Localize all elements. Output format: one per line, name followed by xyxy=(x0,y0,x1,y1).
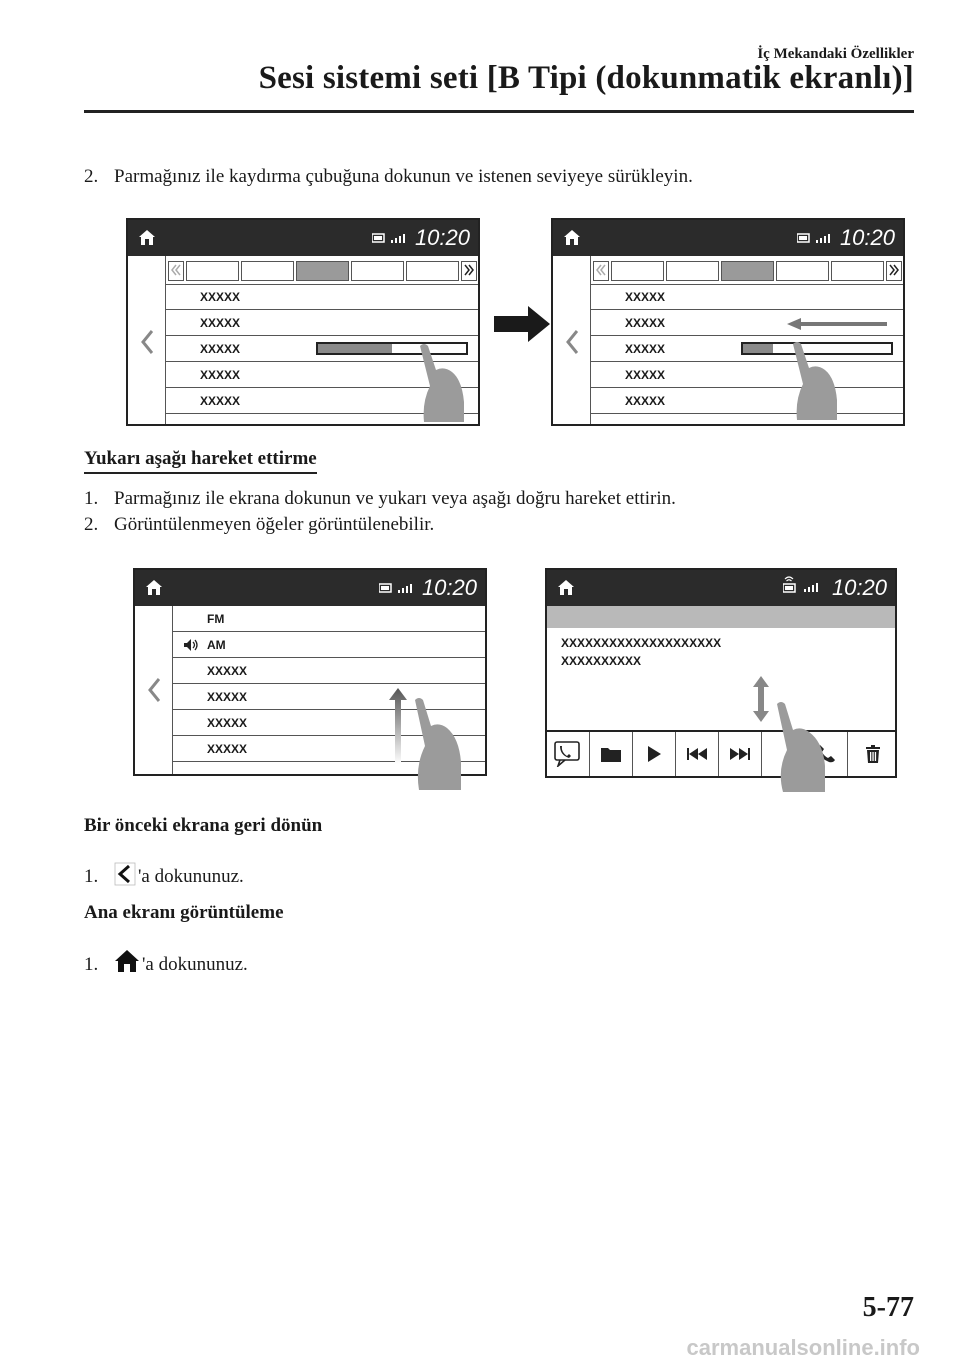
home-step xyxy=(84,948,248,976)
double-chevron-right-icon xyxy=(887,262,901,278)
play-button[interactable] xyxy=(633,732,676,776)
list-item[interactable] xyxy=(591,310,903,336)
tab-prev-button[interactable] xyxy=(168,261,184,281)
home-icon xyxy=(114,948,140,974)
step-text: 'a dokununuz. xyxy=(138,866,244,887)
folder-icon xyxy=(600,745,622,763)
step-number: 2. xyxy=(84,514,99,535)
folder-button[interactable] xyxy=(590,732,633,776)
finger-hand-icon xyxy=(411,696,463,792)
slider-fill xyxy=(318,344,392,353)
trash-icon xyxy=(865,744,881,764)
media-toolbar xyxy=(547,730,895,776)
clock: 10:20 xyxy=(839,225,895,250)
tab-1[interactable] xyxy=(186,261,239,281)
speaker-icon xyxy=(183,638,199,652)
message-phone-icon xyxy=(554,741,582,767)
list-item[interactable] xyxy=(591,362,903,388)
list-item[interactable] xyxy=(173,658,485,684)
tab-3[interactable] xyxy=(296,261,349,281)
intro-step xyxy=(84,166,693,188)
tab-bar xyxy=(591,258,903,285)
list-item-label: XXXXX xyxy=(207,664,248,678)
tab-3[interactable] xyxy=(721,261,774,281)
battery-signal-icon xyxy=(379,583,415,593)
back-chevron-icon xyxy=(114,862,136,886)
list-item-label: XXXXX xyxy=(200,290,241,304)
home-icon[interactable] xyxy=(563,229,581,247)
step-text: Parmağınız ile ekrana dokunun ve yukarı veya aşağı doğru hareket ettirin. xyxy=(114,488,676,509)
step-number: 1. xyxy=(84,488,99,509)
battery-signal-icon xyxy=(372,233,408,243)
screen-topbar xyxy=(135,570,485,606)
tab-5[interactable] xyxy=(406,261,459,281)
scroll-step-2 xyxy=(84,514,434,536)
screen-topbar xyxy=(547,570,895,606)
step-number: 2. xyxy=(84,166,99,187)
screen-slider-before xyxy=(126,218,480,426)
list-item-label: XXXXX xyxy=(625,290,666,304)
back-column[interactable] xyxy=(553,256,591,424)
step-text: Parmağınız ile kaydırma çubuğuna dokunun ve istenen seviyeye sürükleyin. xyxy=(114,166,693,187)
battery-signal-icon xyxy=(797,233,833,243)
list-item[interactable] xyxy=(591,284,903,310)
list-item-label: XXXXX xyxy=(200,368,241,382)
previous-track-icon xyxy=(686,747,708,761)
tab-next-button[interactable] xyxy=(461,261,477,281)
step-text: Görüntülenmeyen öğeler görüntülenebilir. xyxy=(114,514,435,535)
page-title: Sesi sistemi seti [B Tipi (dokunmatik ekranlı)] xyxy=(258,60,914,96)
screen-radio-list xyxy=(133,568,487,776)
list-item-label: FM xyxy=(207,612,225,626)
page-number: 5-77 xyxy=(862,1292,914,1323)
list-item[interactable] xyxy=(173,606,485,632)
double-chevron-left-icon xyxy=(594,262,608,278)
list-item-label: XXXXX xyxy=(200,316,241,330)
left-arrow-icon xyxy=(787,318,887,330)
tab-next-button[interactable] xyxy=(886,261,902,281)
next-track-icon xyxy=(729,747,751,761)
tab-4[interactable] xyxy=(351,261,404,281)
up-arrow-icon xyxy=(389,688,407,764)
tab-2[interactable] xyxy=(241,261,294,281)
back-column[interactable] xyxy=(135,606,173,774)
tab-4[interactable] xyxy=(776,261,829,281)
list-item-label: XXXXX xyxy=(207,742,248,756)
list-item-label: XXXXX xyxy=(625,342,666,356)
list-item[interactable] xyxy=(166,284,478,310)
text-line: XXXXXXXXXXXXXXXXXXXX xyxy=(561,636,722,650)
screen-topbar xyxy=(128,220,478,256)
scroll-step-1 xyxy=(84,488,676,510)
list-item-label: XXXXX xyxy=(625,394,666,408)
wifi-battery-signal-icon xyxy=(783,574,821,594)
slider-fill xyxy=(743,344,773,353)
list-item-label: XXXXX xyxy=(207,716,248,730)
tab-2[interactable] xyxy=(666,261,719,281)
screen-topbar xyxy=(553,220,903,256)
home-icon[interactable] xyxy=(557,579,575,597)
tab-bar xyxy=(166,258,478,285)
finger-hand-icon xyxy=(791,340,839,422)
list-item-label: XXXXX xyxy=(625,316,666,330)
clock: 10:20 xyxy=(414,225,470,250)
text-line: XXXXXXXXXX xyxy=(561,654,642,668)
section-heading: Yukarı aşağı hareket ettirme xyxy=(84,448,317,474)
play-icon xyxy=(646,745,662,763)
tab-prev-button[interactable] xyxy=(593,261,609,281)
up-down-arrow-icon xyxy=(753,676,769,722)
step-text: 'a dokununuz. xyxy=(142,954,248,975)
tab-1[interactable] xyxy=(611,261,664,281)
watermark: carmanualsonline.info xyxy=(686,1335,920,1360)
section-heading: Ana ekranı görüntüleme xyxy=(84,902,284,923)
list-item-label: XXXXX xyxy=(625,368,666,382)
list-item[interactable] xyxy=(173,632,485,658)
previous-track-button[interactable] xyxy=(676,732,719,776)
delete-button[interactable] xyxy=(848,732,897,776)
header-divider xyxy=(84,110,914,113)
back-chevron-icon[interactable] xyxy=(148,678,160,702)
tab-5[interactable] xyxy=(831,261,884,281)
back-column[interactable] xyxy=(128,256,166,424)
finger-hand-icon xyxy=(773,700,827,794)
message-call-button[interactable] xyxy=(547,732,590,776)
list-item[interactable] xyxy=(591,336,903,362)
list-item-label: AM xyxy=(207,638,226,652)
section-title: İç Mekandaki Özellikler xyxy=(757,46,914,62)
title-band xyxy=(547,606,895,628)
back-step xyxy=(84,862,244,888)
list-item-label: XXXXX xyxy=(200,394,241,408)
home-icon[interactable] xyxy=(145,579,163,597)
clock: 10:20 xyxy=(421,575,477,600)
list-item[interactable] xyxy=(591,388,903,414)
finger-hand-icon xyxy=(418,342,466,424)
screen-slider-after xyxy=(551,218,905,426)
right-arrow-icon xyxy=(494,306,550,342)
step-number: 1. xyxy=(84,954,99,975)
next-track-button[interactable] xyxy=(719,732,762,776)
double-chevron-left-icon xyxy=(169,262,183,278)
double-chevron-right-icon xyxy=(462,262,476,278)
back-chevron-icon[interactable] xyxy=(566,330,578,354)
back-chevron-icon[interactable] xyxy=(141,330,153,354)
screen-text-toolbar xyxy=(545,568,897,778)
home-icon[interactable] xyxy=(138,229,156,247)
clock: 10:20 xyxy=(831,575,887,600)
step-number: 1. xyxy=(84,866,99,887)
list-item-label: XXXXX xyxy=(200,342,241,356)
list-item-label: XXXXX xyxy=(207,690,248,704)
list-item[interactable] xyxy=(166,310,478,336)
section-heading: Bir önceki ekrana geri dönün xyxy=(84,815,323,836)
